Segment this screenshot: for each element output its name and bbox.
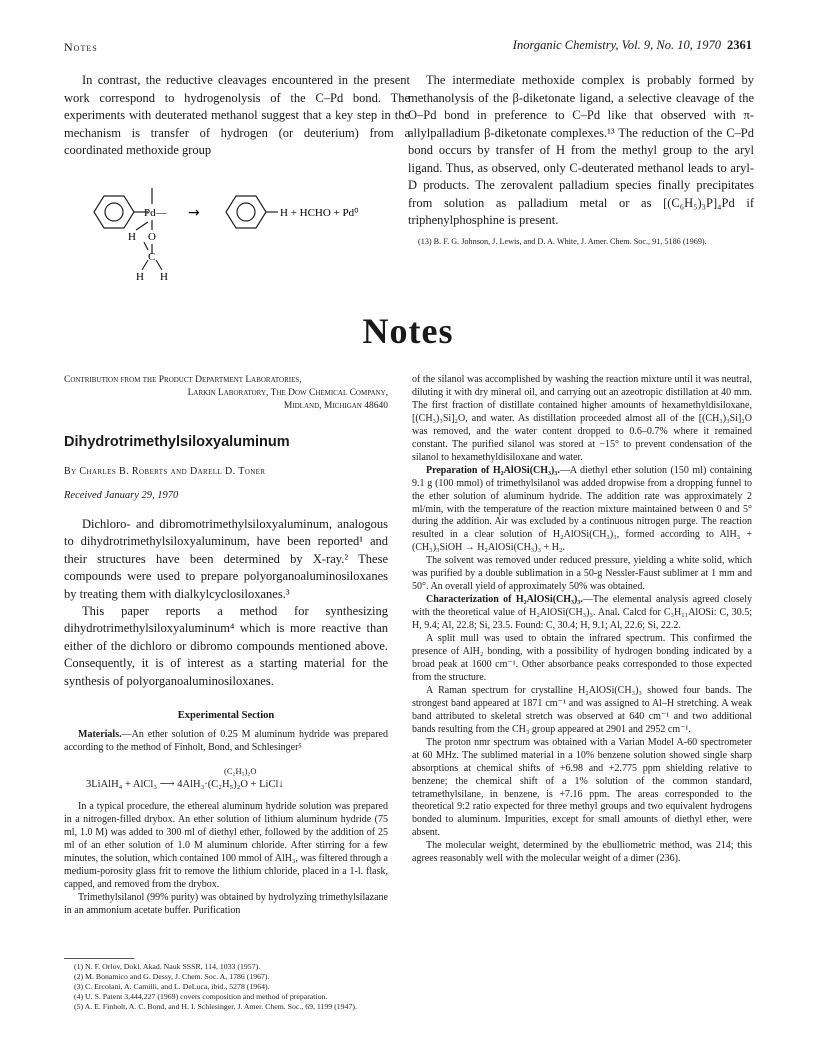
received-date: Received January 29, 1970 [64, 490, 179, 501]
section-title: Notes [362, 311, 454, 351]
paragraph: A split mull was used to obtain the infrared spectrum. This confirmed the presence of AlH₂ bonding, with a possibility of hydrogen bonding indicated by a broad peak at 1600 cm⁻¹. Other absorbance peaks corresponded to those expected from the structure. [412, 633, 752, 683]
reference: (1) N. F. Orlov, Dokl. Akad. Nauk SSSR, 114, 1033 (1957). [74, 962, 261, 971]
contribution-line: Midland, Michigan 48640 [283, 401, 388, 411]
products-label: H + HCHO + Pd⁰ [280, 207, 359, 219]
top-right-column [408, 72, 754, 247]
journal-citation: Inorganic Chemistry, Vol. 9, No. 10, 1970 [512, 38, 721, 52]
o-label: O [148, 231, 156, 243]
reference: (4) U. S. Patent 3,444,227 (1969) covers composition and method of preparation. [74, 992, 328, 1001]
paragraph: Dichloro- and dibromotrimethylsiloxyaluminum, analogous to dihydrotrimethylsiloxyaluminum, have been reported¹ and their structures have been determined by X-ray.² These compounds were used to prepare polyorganoaluminosiloxanes by treating them with dialkylcyclosiloxanes.³ [64, 517, 388, 601]
reaction-arrow: → [188, 205, 200, 221]
top-left-column [64, 72, 410, 160]
paragraph: This paper reports a method for synthesizing dihydrotrimethylsiloxyaluminum⁴ which is more reactive than either of the dichloro or dibromo compounds mentioned above. Consequently, it is of interest as a starting material for the synthesis of polyorganoaluminosiloxanes. [64, 604, 388, 688]
byline: By Charles B. Roberts and Darell D. Toner [64, 466, 266, 477]
reference: (3) C. Ercolani, A. Camilli, and L. DeLuca, ibid., 5278 (1964). [74, 982, 270, 991]
run-in-text: —A diethyl ether solution (150 ml) containing 9.1 g (100 mmol) of trimethylsilanol was added dropwise from a dropping funnel to the ether solution of aluminum hydride. The addition rate was approximately 2 ml/min, with the temperature of the reaction mixture maintained between 0 and 5° during the addition. Air was excluded by a continuous nitrogen purge. The reaction resulted in a clear solution of H₂AlOSi(CH₃)₃, formed according to AlH₃ + (CH₃)₃SiOH → H₂AlOSi(CH₃)₃ + H₂. [412, 464, 752, 554]
h-label: H [128, 231, 136, 243]
footnote-rule [64, 958, 134, 959]
page-number: 2361 [727, 38, 752, 52]
right-column [412, 374, 752, 866]
run-in-text: —The elemental analysis agreed closely with the theoretical value of H₂AlOSi(CH₃)₃. Anal. Calcd for C₃H₁₁AlOSi: C, 30.5; H, 9.4; Al, 22.8; Si, 23.5. Found: C, 30.4; H, 9.1; Al, 22.6; Si, 22.2. [412, 594, 752, 632]
section-heading: Experimental Section [177, 710, 275, 721]
benzene-ring [94, 196, 134, 228]
intro-text [64, 516, 388, 690]
c-label: C [148, 251, 156, 263]
paragraph: The intermediate methoxide complex is probably formed by methanolysis of the β-diketonate ligand, a selective cleavage of the O–Pd bond in preference to C–Pd like that observed with π-allylpalladium β-diketonate complexes.¹³ The reduction of the C–Pd bond occurs by transfer of H from the methyl group to the aryl ligand. Thus, as observed, only C-deuterated methanol leads to aryl-D products. The zerovalent palladium species finally precipitates from solution as palladium metal or as [(C₆H₅)₃P]₄Pd if triphenylphosphine is present. [408, 73, 754, 227]
run-in-text: —An ether solution of 0.25 M aluminum hydride was prepared according to the method of Finholt, Bond, and Schlesinger⁵ [64, 729, 388, 753]
run-in-head: Characterization of H₂AlOSi(CH₃)₃. [426, 594, 583, 606]
contribution-block [64, 374, 388, 413]
contribution-line: Contribution from the Product Department Laboratories, [64, 375, 302, 385]
paragraph: In contrast, the reductive cleavages encountered in the present work correspond to hydrogenolysis of the C–Pd bond. The experiments with deuterated methanol suggest that a key step in the mechanism is transfer of hydrogen (or deuterium) from a coordinated methoxide group [64, 73, 410, 157]
equation-text: 3LiAlH₄ + AlCl₃ ⟶ 4AlH₃·(C₂H₅)₂O + LiCl↓ [86, 779, 284, 790]
paragraph: A Raman spectrum for crystalline H₂AlOSi(CH₃)₃ showed four bands. The strongest band appeared at 1871 cm⁻¹ and was assigned to Al–H stretching. A weak band attributed to skeletal stretch was observed at 640 cm⁻¹ and two additional bands resulting from the CH₃ group appeared at 2901 and 2952 cm⁻¹. [412, 684, 752, 735]
footnote-13: (13) B. F. G. Johnson, J. Lewis, and D. A. White, J. Amer. Chem. Soc., 91, 5186 (1969). [418, 236, 707, 246]
contribution-line: Larkin Laboratory, The Dow Chemical Company, [187, 388, 388, 398]
paragraph [412, 465, 752, 556]
running-header-journal [513, 38, 752, 53]
paragraph: The molecular weight, determined by the ebulliometric method, was 214; this agrees reasonably well with the molecular weight of a dimer (236). [412, 840, 752, 865]
procedure-text [64, 800, 388, 917]
paragraph: In a typical procedure, the ethereal aluminum hydride solution was prepared in a nitrogen-filled drybox. An ether solution of lithium aluminum hydride (75 ml, 1.0 M) was added to 300 ml of diethyl ether, followed by the addition of 25 ml of an ether solution of 1.0 M aluminum chloride. After stirring for a few minutes, the solution, which contained 100 mmol of AlH₃, was filtered through a medium-porosity glass frit to remove the lithium chloride, placed in a 1-l. flask, capped, and removed from the drybox. [64, 801, 388, 890]
run-in-head: Materials. [78, 729, 122, 740]
reaction-scheme [86, 182, 406, 282]
materials-text [64, 728, 388, 754]
reference: (2) M. Bonamico and G. Dessy, J. Chem. Soc. A, 1786 (1967). [74, 972, 270, 981]
h-right-label: H [160, 271, 168, 282]
paragraph [412, 594, 752, 633]
h-left-label: H [136, 271, 144, 282]
pd-label: Pd— [144, 207, 167, 219]
paragraph: of the silanol was accomplished by washing the reaction mixture until it was neutral, diluting it with dry mineral oil, and carrying out an azeotropic distillation at 40 mm. The first fraction of distillate contained higher amounts of hexamethyldisiloxane, [(CH₃)₃Si]₂O, and water. As distillation proceeded almost all of the [(CH₃)₃Si]₂O was removed, and the water content dropped to 0.6–0.7% where it remained constant. The purified silanol was stored at −15° to prevent condensation of the silanol to hexamethyldisiloxane and water. [412, 374, 752, 463]
paragraph: The proton nmr spectrum was obtained with a Varian Model A-60 spectrometer at 60 MHz. The sublimed material in a 10% benzene solution showed single sharp absorptions at chemical shifts of +6.98 and +2.775 ppm shielding relative to benzene; the chemical shift of a 1% solution of the common standard, tetramethylsilane, in benzene, is +7.16 ppm. The areas corresponded to the theoretical 9:2 ratio expected for three methyl groups and two equivalent hydrogens bonded to aluminum. Impurities, except for small amounts of diethyl ether, were absent. [412, 736, 752, 839]
article-title: Dihydrotrimethylsiloxyaluminum [64, 434, 290, 450]
running-header-section: Notes [64, 40, 98, 54]
equation-condition: (C₂H₅)₂O [224, 766, 257, 776]
paragraph [64, 728, 388, 754]
paragraph: The solvent was removed under reduced pressure, yielding a white solid, which was purified by a double sublimation in a 50-g Nessler-Faust sublimer at 1 mm and 50°. An overall yield of approximately 50% was obtained. [412, 555, 752, 593]
paragraph: Trimethylsilanol (99% purity) was obtained by hydrolyzing trimethylsilazane in an ammonium acetate buffer. Purification [64, 892, 388, 916]
reference: (5) A. E. Finholt, A. C. Bond, and H. I. Schlesinger, J. Amer. Chem. Soc., 69, 1199 (1947). [74, 1002, 357, 1011]
equation [86, 768, 386, 798]
run-in-head: Preparation of H₂AlOSi(CH₃)₃. [426, 464, 560, 476]
references [64, 958, 388, 1012]
product-benzene-ring [226, 196, 266, 228]
